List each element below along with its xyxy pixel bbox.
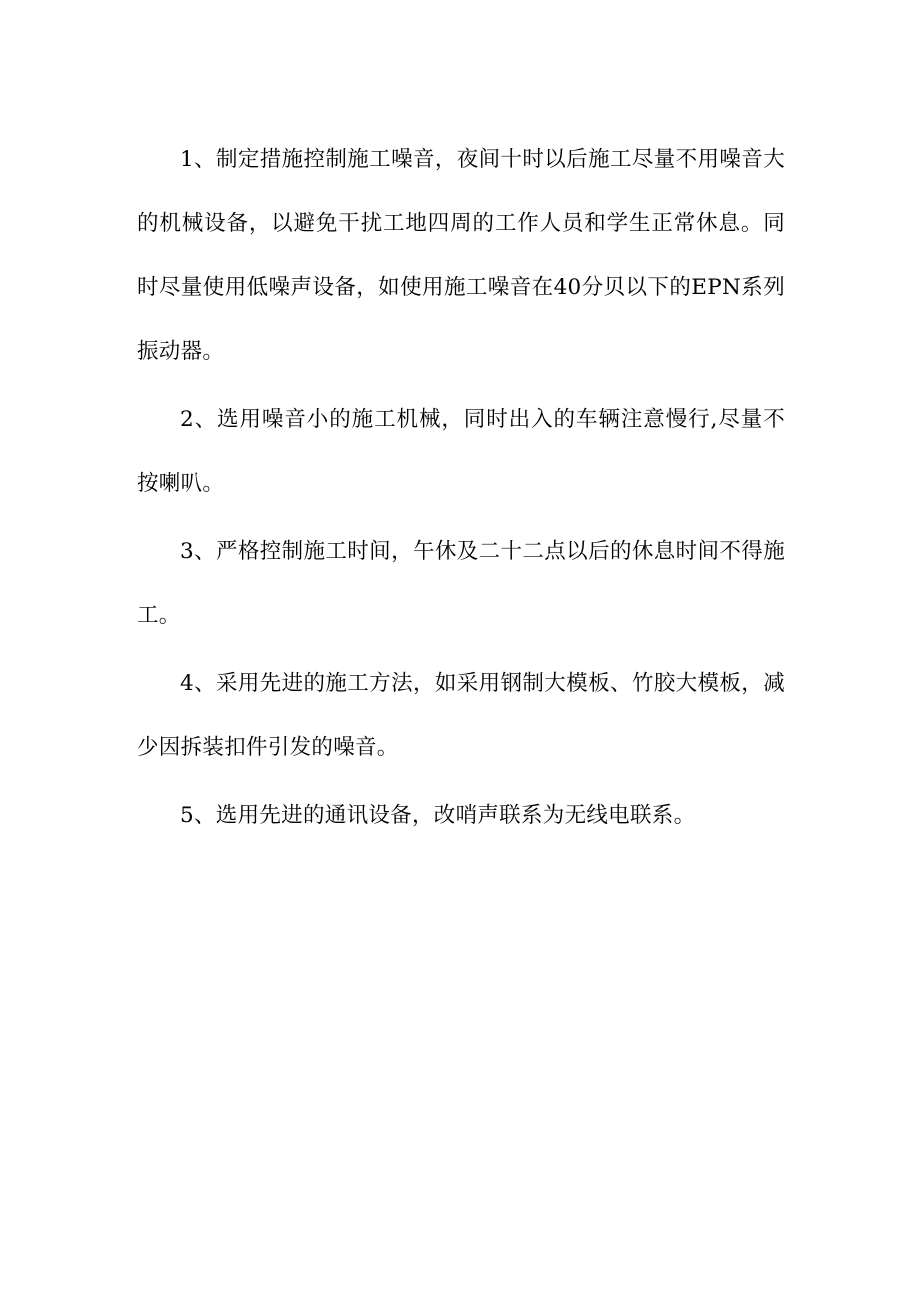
paragraph-3: 3、严格控制施工时间，午休及二十二点以后的休息时间不得施工。 xyxy=(137,539,785,628)
paragraph-1: 1、制定措施控制施工噪音，夜间十时以后施工尽量不用噪音大的机械设备，以避免干扰工地四周的工作人员和学生正常休息。同时尽量使用低噪声设备，如使用施工噪音在40分贝以下的EPN系列振动器。 xyxy=(137,147,785,364)
paragraph-2: 2、选用噪音小的施工机械，同时出入的车辆注意慢行,尽量不按喇叭。 xyxy=(137,407,785,496)
paragraph-4: 4、采用先进的施工方法，如采用钢制大模板、竹胶大模板，减少因拆装扣件引发的噪音。 xyxy=(137,671,785,760)
paragraph-5: 5、选用先进的通讯设备，改哨声联系为无线电联系。 xyxy=(180,803,696,828)
document-body xyxy=(137,128,785,852)
